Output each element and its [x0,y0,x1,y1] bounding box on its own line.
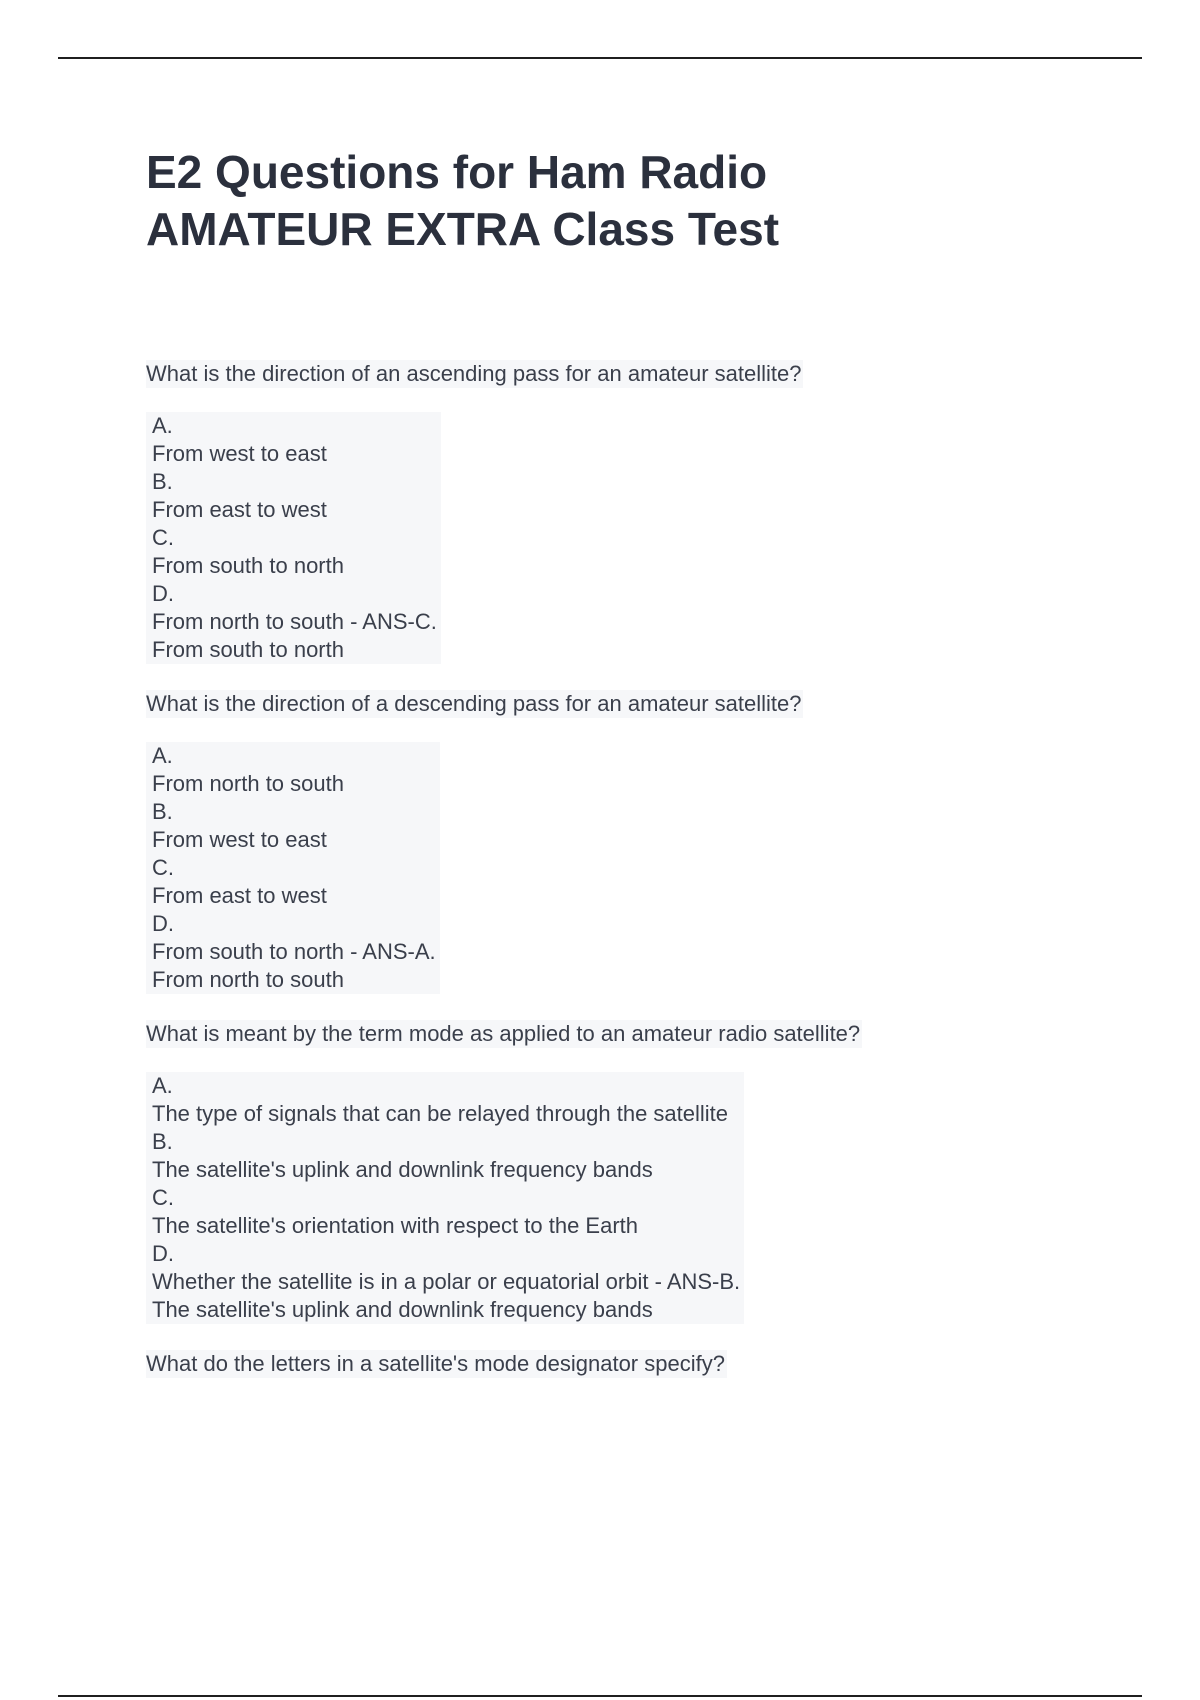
option-letter: B. [152,799,173,824]
answer-options [146,742,1106,994]
answer-options [146,1072,1106,1324]
answer-text: From south to north [152,637,344,662]
option-text: The satellite's uplink and downlink frequency bands [152,1157,653,1182]
option-text: From east to west [152,497,327,522]
option-text: Whether the satellite is in a polar or equatorial orbit - ANS-B. [152,1269,741,1294]
title-line-1: E2 Questions for Ham Radio [146,146,768,198]
option-text: From east to west [152,883,327,908]
option-letter: D. [152,1241,174,1266]
answer-options [146,412,1106,664]
option-text: The satellite's orientation with respect to the Earth [152,1213,639,1238]
question-text: What is the direction of a descending pass for an amateur satellite? [146,691,802,716]
question-block [146,690,1106,994]
answer-text: From north to south [152,967,344,992]
option-text: The type of signals that can be relayed through the satellite [152,1101,729,1126]
option-letter: C. [152,855,174,880]
option-text: From north to south - ANS-C. [152,609,437,634]
option-text: From south to north - ANS-A. [152,939,436,964]
option-letter: A. [152,1073,173,1098]
question-block [146,1350,1106,1378]
options-box [146,412,441,664]
question-text: What is the direction of an ascending pass for an amateur satellite? [146,361,802,386]
answer-text: The satellite's uplink and downlink frequency bands [152,1297,653,1322]
option-letter: C. [152,525,174,550]
question-list [146,360,1106,1378]
option-letter: A. [152,413,173,438]
option-letter: C. [152,1185,174,1210]
option-text: From west to east [152,441,327,466]
title-line-2: AMATEUR EXTRA Class Test [146,203,780,255]
document-body [146,144,1106,1378]
question-text: What is meant by the term mode as applied to an amateur radio satellite? [146,1021,861,1046]
option-text: From south to north [152,553,344,578]
option-letter: B. [152,1129,173,1154]
options-box [146,742,440,994]
option-letter: D. [152,581,174,606]
option-letter: D. [152,911,174,936]
document-title [146,144,1106,258]
option-text: From north to south [152,771,344,796]
question-block [146,1020,1106,1324]
bottom-rule [58,1695,1142,1697]
options-box [146,1072,744,1324]
question-block [146,360,1106,664]
top-rule [58,57,1142,59]
option-letter: B. [152,469,173,494]
option-text: From west to east [152,827,327,852]
option-letter: A. [152,743,173,768]
question-text: What do the letters in a satellite's mode designator specify? [146,1351,725,1376]
